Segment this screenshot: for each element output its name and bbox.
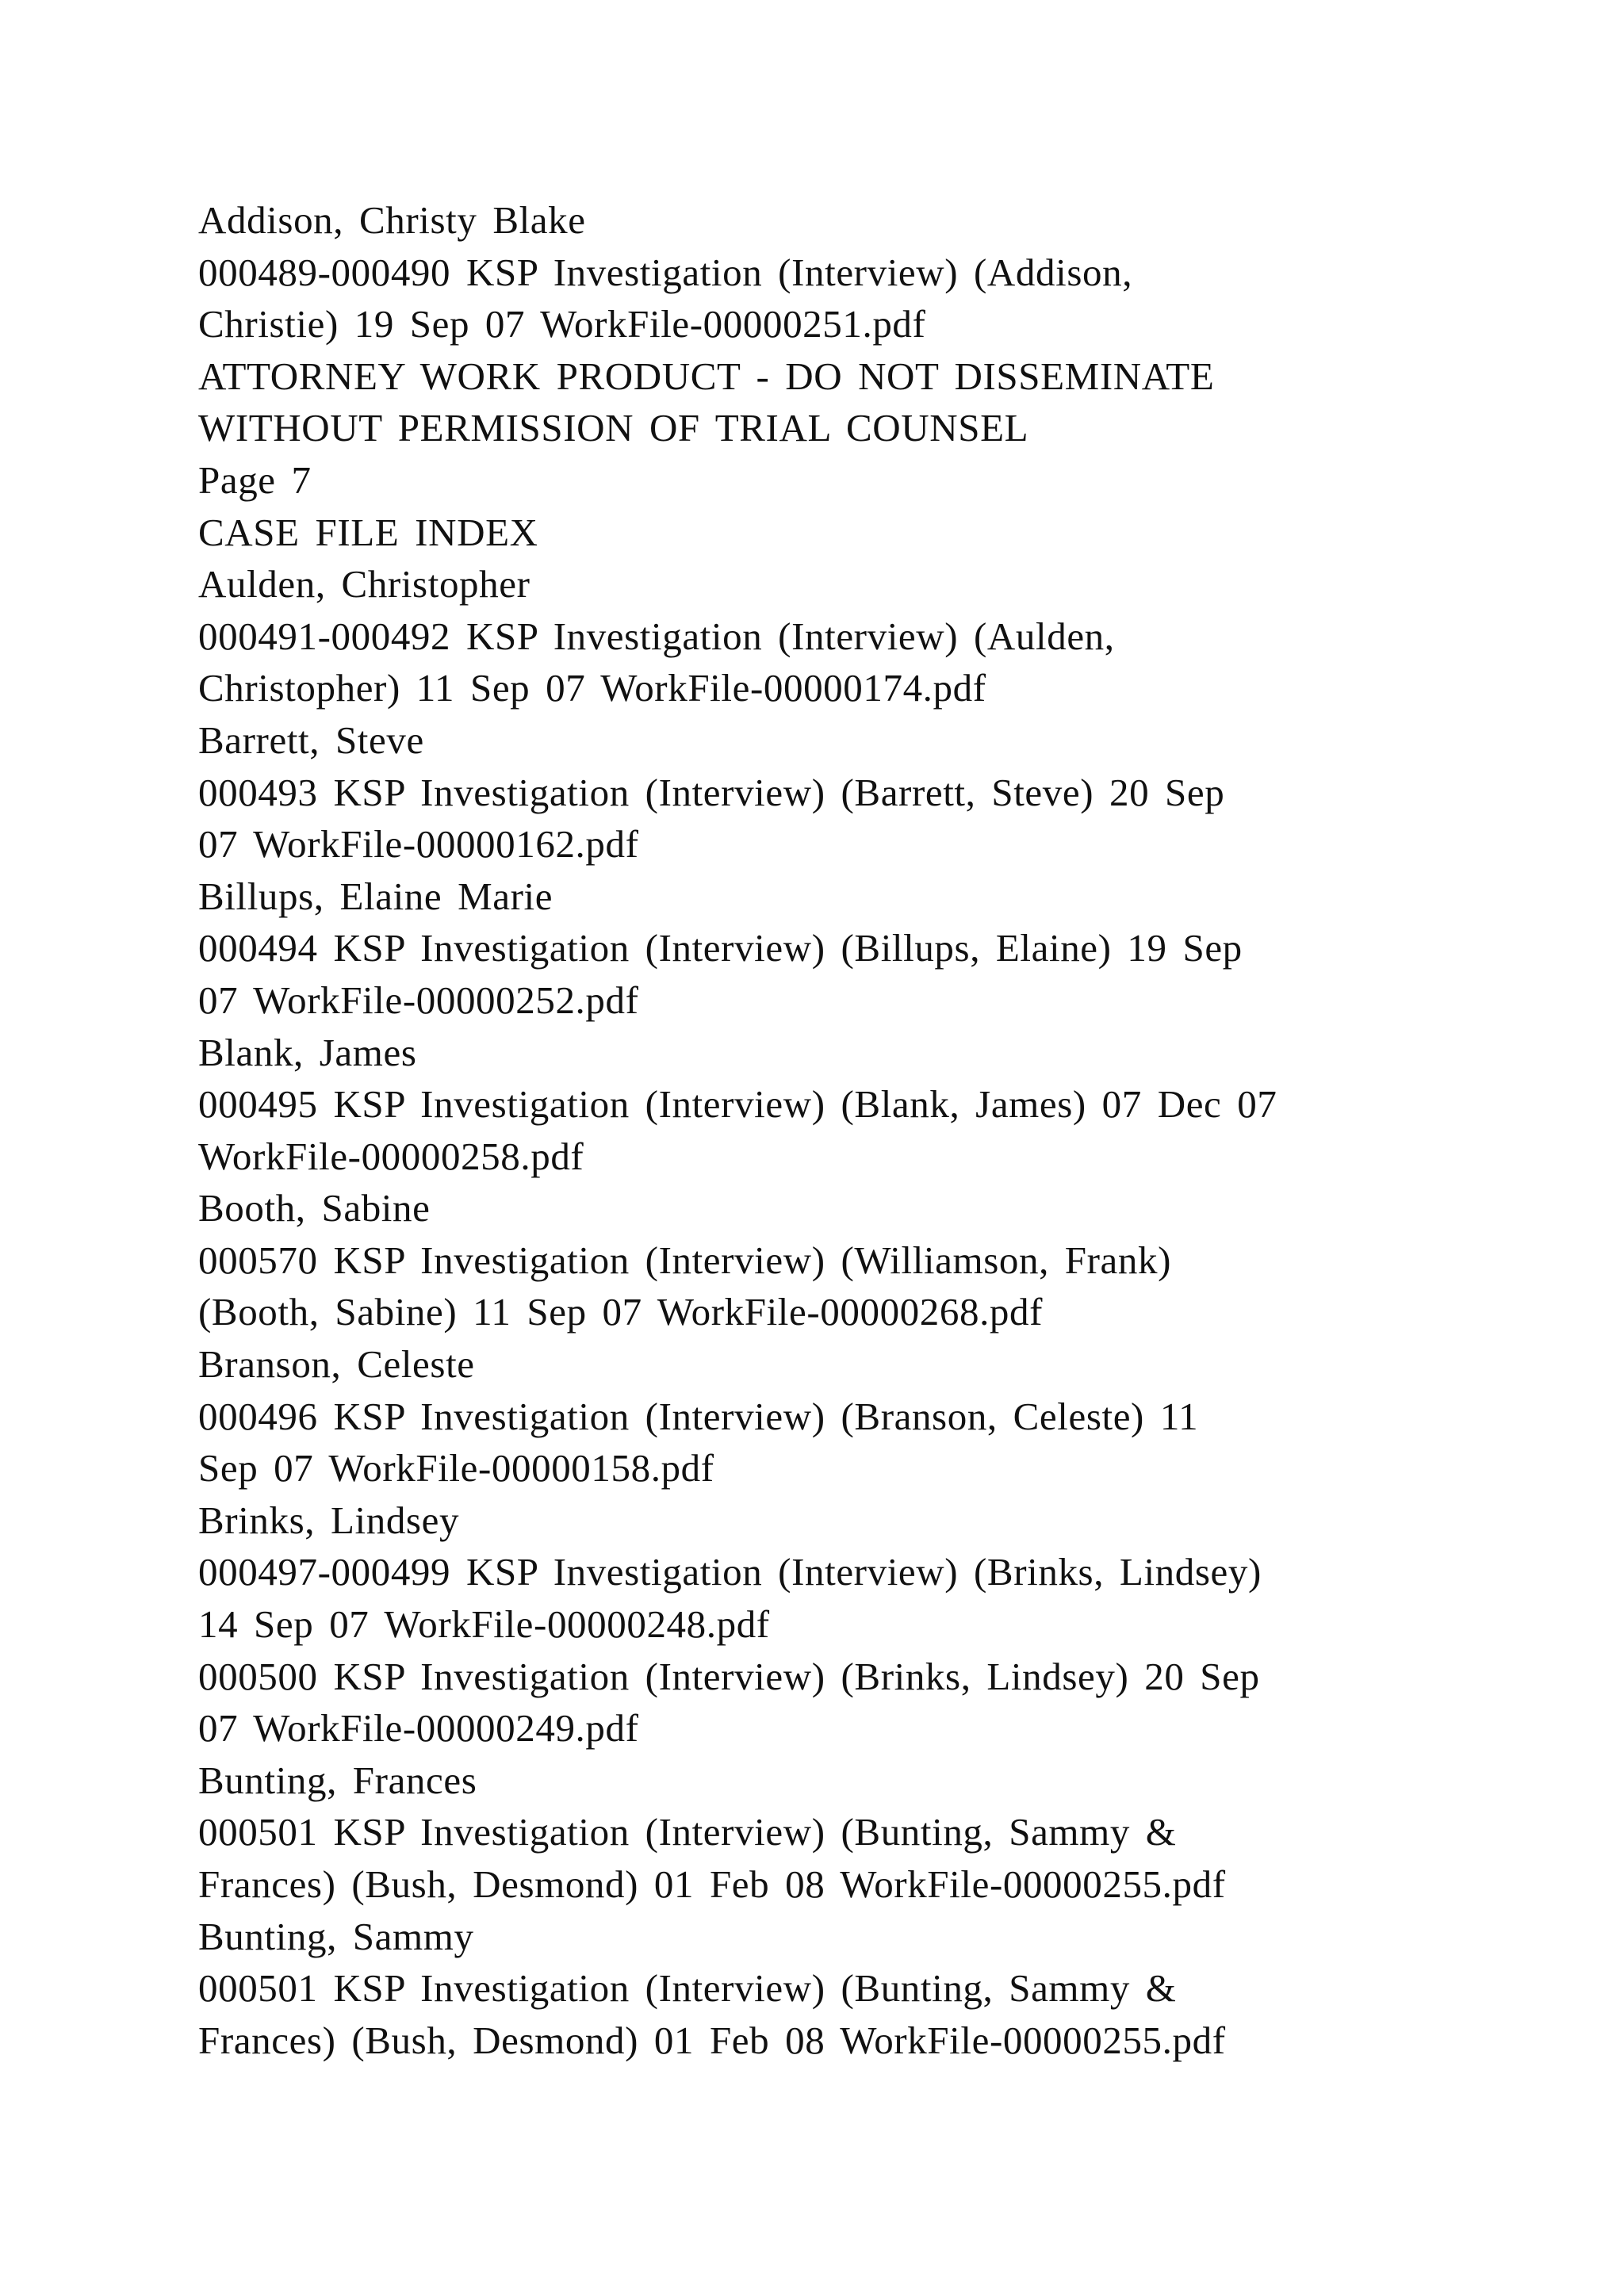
text-line: Sep 07 WorkFile-00000158.pdf bbox=[198, 1446, 714, 1490]
text-line: 000501 KSP Investigation (Interview) (Bunting, Sammy & bbox=[198, 1966, 1177, 2011]
text-line: 000496 KSP Investigation (Interview) (Branson, Celeste) 11 bbox=[198, 1394, 1199, 1438]
text-line: CASE FILE INDEX bbox=[198, 510, 538, 554]
text-line: WorkFile-00000258.pdf bbox=[198, 1134, 584, 1178]
text-line: Billups, Elaine Marie bbox=[198, 874, 553, 918]
text-line: 000493 KSP Investigation (Interview) (Barrett, Steve) 20 Sep bbox=[198, 770, 1225, 814]
text-line: 14 Sep 07 WorkFile-00000248.pdf bbox=[198, 1602, 770, 1647]
text-line: Branson, Celeste bbox=[198, 1342, 475, 1387]
text-line: ATTORNEY WORK PRODUCT - DO NOT DISSEMINATE bbox=[198, 354, 1215, 398]
text-line: 000501 KSP Investigation (Interview) (Bunting, Sammy & bbox=[198, 1810, 1177, 1854]
text-line: Brinks, Lindsey bbox=[198, 1498, 460, 1542]
text-line: Bunting, Sammy bbox=[198, 1914, 474, 1958]
text-line: Addison, Christy Blake bbox=[198, 198, 586, 242]
text-line: Blank, James bbox=[198, 1030, 417, 1074]
text-line: 07 WorkFile-00000252.pdf bbox=[198, 978, 639, 1022]
text-line: Frances) (Bush, Desmond) 01 Feb 08 WorkFile-00000255.pdf bbox=[198, 2018, 1226, 2062]
text-line: 000491-000492 KSP Investigation (Interview) (Aulden, bbox=[198, 614, 1115, 658]
text-line: 000497-000499 KSP Investigation (Interview) (Brinks, Lindsey) bbox=[198, 1550, 1262, 1594]
text-line: (Booth, Sabine) 11 Sep 07 WorkFile-00000268.pdf bbox=[198, 1290, 1044, 1334]
text-line: 07 WorkFile-00000162.pdf bbox=[198, 822, 639, 867]
text-line: 000500 KSP Investigation (Interview) (Brinks, Lindsey) 20 Sep bbox=[198, 1654, 1260, 1698]
text-line: WITHOUT PERMISSION OF TRIAL COUNSEL bbox=[198, 406, 1029, 450]
text-line: 07 WorkFile-00000249.pdf bbox=[198, 1706, 639, 1751]
case-file-index-text bbox=[198, 194, 1530, 2066]
text-line: 000494 KSP Investigation (Interview) (Billups, Elaine) 19 Sep bbox=[198, 926, 1243, 970]
text-line: Page 7 bbox=[198, 457, 312, 502]
text-line: 000570 KSP Investigation (Interview) (Williamson, Frank) bbox=[198, 1238, 1172, 1282]
text-line: 000489-000490 KSP Investigation (Interview) (Addison, bbox=[198, 250, 1133, 294]
text-line: Frances) (Bush, Desmond) 01 Feb 08 WorkFile-00000255.pdf bbox=[198, 1862, 1226, 1906]
text-line: Christopher) 11 Sep 07 WorkFile-00000174.pdf bbox=[198, 666, 986, 710]
text-line: Booth, Sabine bbox=[198, 1186, 431, 1230]
text-line: Barrett, Steve bbox=[198, 718, 424, 762]
text-line: Aulden, Christopher bbox=[198, 562, 530, 607]
text-line: 000495 KSP Investigation (Interview) (Blank, James) 07 Dec 07 bbox=[198, 1082, 1277, 1127]
text-line: Christie) 19 Sep 07 WorkFile-00000251.pdf bbox=[198, 302, 926, 346]
text-line: Bunting, Frances bbox=[198, 1758, 477, 1802]
